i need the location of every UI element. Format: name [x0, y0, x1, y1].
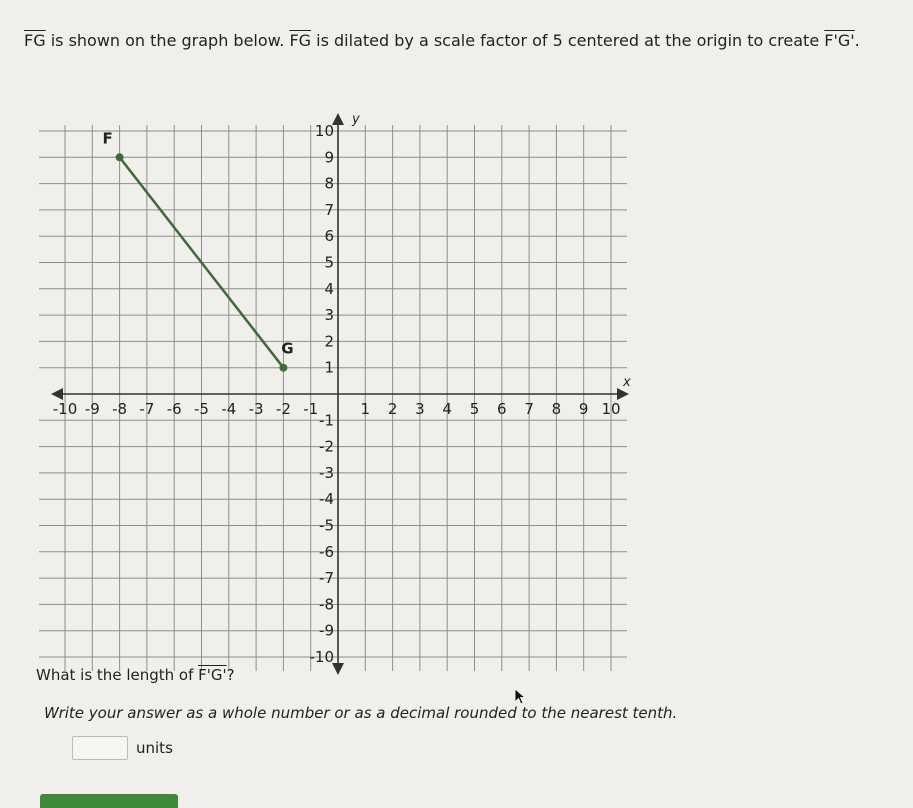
y-tick-label: 7	[324, 200, 334, 219]
y-tick-label: -2	[319, 437, 334, 456]
y-tick-label: -1	[319, 411, 334, 430]
y-tick-label: 8	[324, 174, 334, 193]
y-tick-label: -10	[309, 648, 334, 666]
length-question-prefix: What is the length of	[36, 666, 199, 684]
mouse-cursor-icon	[514, 688, 528, 706]
x-tick-label: -6	[166, 400, 182, 418]
length-question	[36, 666, 235, 684]
x-tick-label: -1	[303, 400, 319, 418]
y-tick-label: -7	[319, 569, 334, 588]
x-tick-label: -5	[194, 400, 209, 418]
y-axis-label: y	[352, 112, 360, 127]
x-tick-label: 4	[442, 400, 452, 418]
point-g	[279, 364, 287, 372]
x-tick-label: 2	[387, 400, 398, 418]
y-tick-label: 3	[324, 306, 334, 325]
segment-image: F'G'	[824, 31, 855, 50]
y-tick-label: 5	[324, 253, 334, 272]
x-tick-label: -7	[139, 400, 155, 418]
answer-input[interactable]	[72, 736, 128, 760]
x-tick-label: 6	[497, 400, 507, 418]
y-tick-label: 10	[314, 122, 334, 140]
x-tick-label: 7	[524, 400, 534, 418]
x-tick-label: -8	[112, 400, 128, 418]
length-question-suffix: ?	[226, 666, 235, 684]
y-tick-label: 2	[324, 332, 334, 351]
question-part-2: is dilated by a scale factor of 5 centered at the origin to create	[311, 31, 825, 50]
y-tick-label: -8	[319, 595, 334, 614]
units-label: units	[136, 739, 173, 757]
point-label-g: G	[281, 339, 294, 358]
x-tick-label: 1	[360, 400, 371, 418]
y-tick-label: 4	[324, 279, 334, 298]
submit-button[interactable]	[40, 794, 178, 808]
x-tick-label: 8	[551, 400, 562, 418]
x-tick-label: -9	[84, 400, 100, 418]
point-f	[116, 153, 124, 161]
x-tick-label: 3	[415, 400, 425, 418]
segment-fg-2: $\overline{FG}$	[289, 31, 312, 50]
x-axis-arrow-left-icon	[51, 388, 63, 400]
x-tick-label: -3	[248, 400, 264, 418]
y-tick-label: 9	[324, 148, 334, 167]
plotted-segment	[102, 129, 293, 371]
answer-instruction: Write your answer as a whole number or as a decimal rounded to the nearest tenth.	[44, 704, 678, 722]
x-tick-label: 9	[578, 400, 589, 418]
y-tick-label: 6	[324, 227, 334, 246]
x-axis-label: x	[623, 375, 631, 390]
answer-row	[72, 736, 173, 760]
x-tick-label: -4	[221, 400, 237, 418]
y-tick-label: -6	[319, 542, 334, 561]
length-question-segment: F'G'	[198, 666, 227, 684]
question-part-1: is shown on the graph below.	[45, 31, 290, 50]
y-tick-label: -3	[319, 463, 334, 482]
question-part-3: .	[854, 31, 860, 50]
y-tick-label: -4	[319, 490, 334, 509]
y-tick-label: -5	[319, 516, 334, 535]
axes	[51, 112, 631, 675]
y-tick-label: 1	[324, 358, 334, 377]
y-tick-label: -9	[319, 621, 334, 640]
x-tick-label: 10	[601, 400, 621, 418]
segment-fg: $\overline{FG}$	[24, 31, 46, 50]
x-tick-label: 5	[469, 400, 480, 418]
point-label-f: F	[102, 129, 113, 148]
x-tick-label: -10	[52, 400, 78, 418]
x-tick-label: -2	[275, 400, 291, 418]
